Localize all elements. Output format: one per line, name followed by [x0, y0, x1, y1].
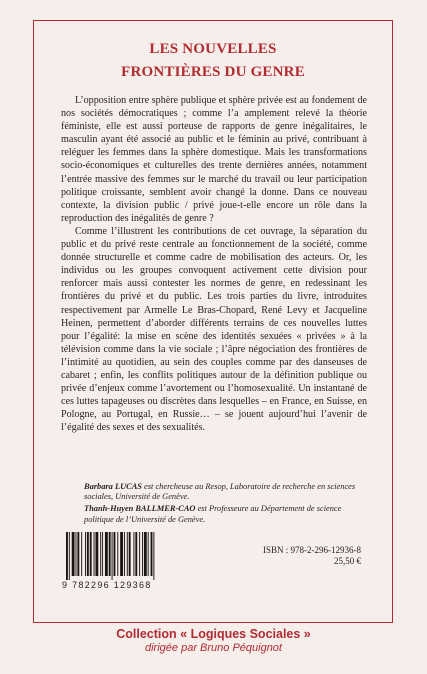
- author-description: est chercheuse au Resop, Laboratoire de recherche en sciences sociales, Université de Genève.: [84, 482, 356, 502]
- barcode-bar: [69, 532, 70, 580]
- author-name: Thanh-Huyen BALLMER-CAO: [84, 504, 196, 514]
- barcode-bar: [139, 532, 140, 576]
- barcode-bar: [112, 532, 113, 580]
- barcode-bar: [124, 532, 125, 576]
- barcode-bar: [135, 532, 137, 576]
- barcode-bar: [85, 532, 86, 576]
- barcode-bar: [117, 532, 118, 576]
- barcode-bar: [153, 532, 154, 580]
- isbn-number: ISBN : 978-2-296-12936-8: [263, 545, 361, 555]
- barcode-bar: [77, 532, 79, 576]
- title-line-2: FRONTIÈRES DU GENRE: [121, 64, 305, 80]
- author-bio: [84, 504, 360, 524]
- author-bios: [84, 482, 360, 527]
- title-line-1: LES NOUVELLES: [149, 41, 277, 57]
- barcode-bar: [100, 532, 101, 576]
- book-title: [33, 38, 393, 84]
- barcode-bar: [76, 532, 77, 576]
- blurb-text: [61, 94, 367, 434]
- barcode-bar: [95, 532, 98, 576]
- collection-name: Collection « Logiques Sociales »: [116, 627, 311, 641]
- barcode-bar: [120, 532, 123, 576]
- barcode-bar: [133, 532, 134, 576]
- blurb-paragraph-1: L’opposition entre sphère publique et sphère privée est au fondement de nos sociétés démocratiques ; comme l’a amplement relevé la théorie féministe, elle est aussi porteuse de rapports de genre inégalitaires, le masculin ayant été associé au public et le féminin au privé, contribuant à reléguer les femmes dans la sphère domestique. Mais les transformations socio-économiques et culturelles des trente dernières années, notamment l’entrée massive des femmes sur le marché du travail ou leur participation politique croissante, semblent avoir changé la donne. Dans ce nouveau contexte, la division public / privé joue-t-elle encore un rôle dans la reproduction des inégalités de genre ?: [61, 95, 367, 224]
- barcode-bar: [81, 532, 82, 576]
- barcode-bar: [148, 532, 149, 576]
- author-bio: [84, 482, 360, 502]
- barcode-bar: [127, 532, 128, 576]
- barcode: [66, 532, 181, 580]
- barcode-digits: 9 782296 129368: [62, 580, 152, 590]
- blurb-paragraph-2: Comme l’illustrent les contributions de cet ouvrage, la séparation du public et du privé reste centrale au fonctionnement de la société, comme donnée structurelle et comme cadre de mobilisation des acteurs. Or, les individus ou les groupes convoquent activement cette division pour renforcer mais aussi contester les normes de genre, en redessinant les frontières du privé et du public. Les trois parties du livre, introduites respectivement par Armelle Le Bras-Chopard, René Levy et Jacqueline Heinen, permettent d’aborder différents terrains de ces nouvelles luttes pour l’égalité: la mise en scène des identités sexuées « privées » à la télévision comme dans la vie sociale ; l’âpre négociation des frontières de l’intimité au quotidien, au sein des couples comme par des danseuses de cabaret ; enfin, les conflits politiques autour de la définition publique ou privée d’enjeux comme l’avortement ou l’homosexualité. Un instantané de ces luttes tapageuses ou discrètes dans lesquelles – en France, en Suisse, en Pologne, au Portugal, en Russie… – se jouent aujourd’hui l’avenir de l’égalité des sexes et des sexualités.: [61, 225, 367, 434]
- isbn-price-block: [263, 545, 361, 567]
- price-amount: 25,50 €: [334, 556, 361, 566]
- barcode-bars: [66, 532, 181, 580]
- barcode-bar: [94, 532, 95, 576]
- barcode-bar: [109, 532, 111, 576]
- barcode-bar: [151, 532, 153, 576]
- barcode-bar: [105, 532, 108, 576]
- barcode-bar: [102, 532, 103, 576]
- barcode-bar: [129, 532, 131, 576]
- author-name: Barbara LUCAS: [84, 482, 142, 491]
- barcode-bar: [87, 532, 89, 576]
- barcode-bar: [144, 532, 147, 576]
- barcode-bar: [72, 532, 75, 576]
- author-description: est Professeure au Département de science politique de l’Université de Genève.: [84, 504, 342, 524]
- barcode-bar: [142, 532, 143, 576]
- barcode-bar: [66, 532, 68, 580]
- barcode-bar: [114, 532, 116, 576]
- barcode-bar: [90, 532, 92, 576]
- collection-director: dirigée par Bruno Péquignot: [145, 642, 282, 654]
- collection-info: [0, 627, 427, 655]
